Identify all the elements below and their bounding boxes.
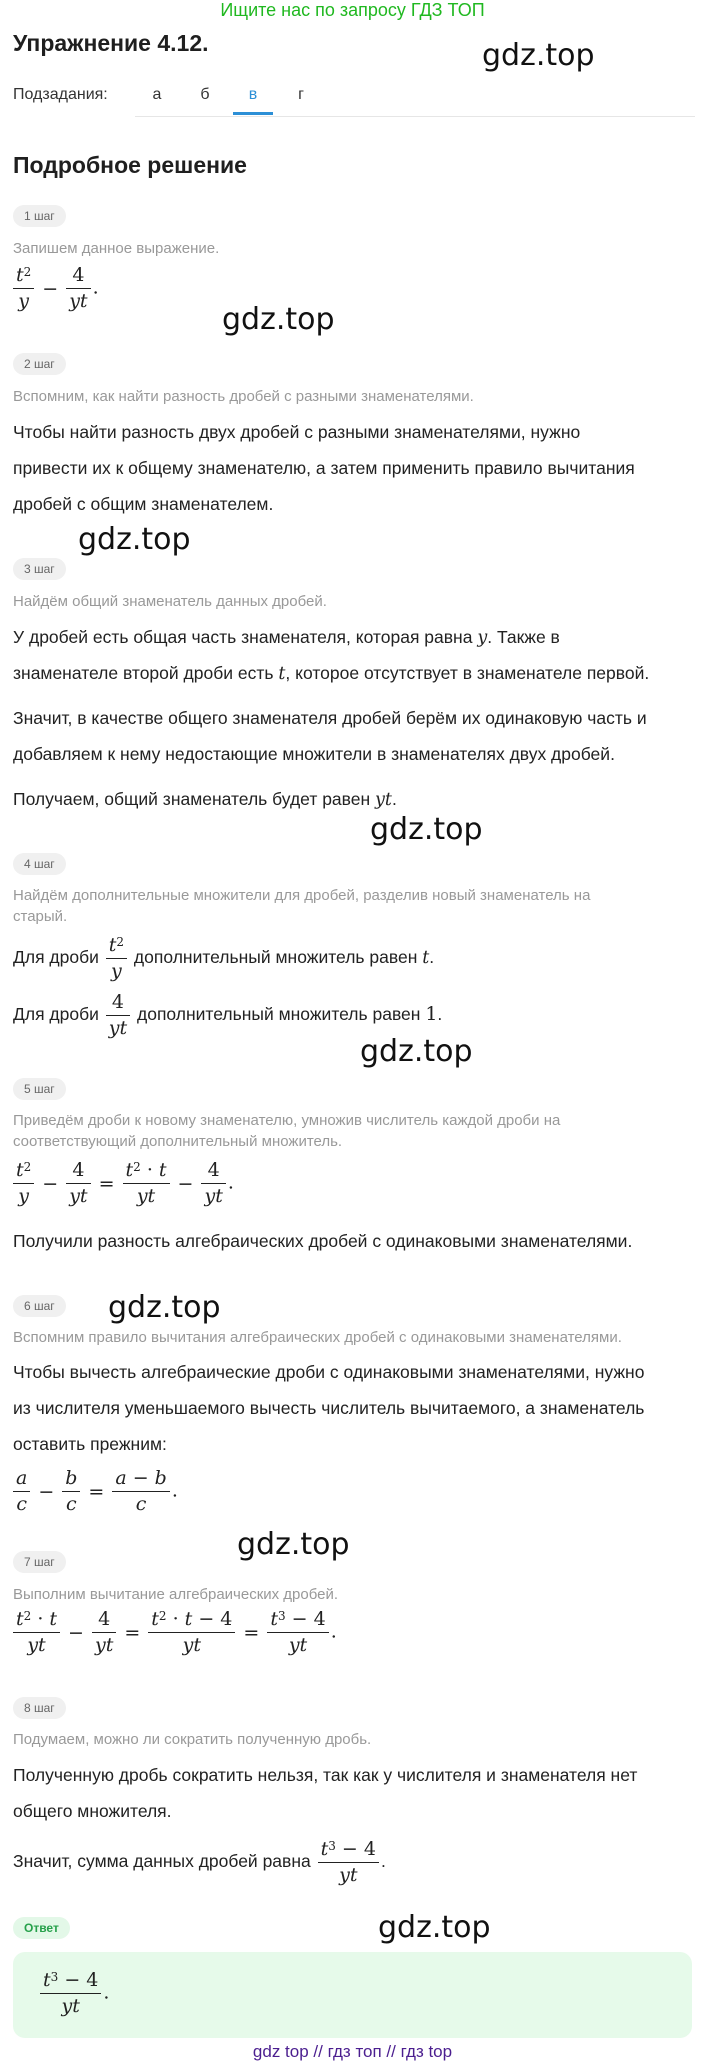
tab-v[interactable]: в: [233, 74, 273, 115]
step-hint: Приведём дроби к новому знаменателю, умножив числитель каждой дроби на: [13, 1112, 561, 1129]
text: дополнительный множитель равен: [133, 947, 418, 968]
paragraph: Значит, в качестве общего знаменателя дробей берём их одинаковую часть и: [13, 708, 647, 728]
step-hint: Выполним вычитание алгебраических дробей.: [13, 1586, 339, 1603]
text: дополнительный множитель равен: [137, 1004, 421, 1025]
step-hint: соответствующий дополнительный множитель.: [13, 1133, 343, 1150]
paragraph: Для дроби $\frac{4}{yt}$ дополнительный множитель равен 1.: [13, 991, 443, 1039]
expression: $\frac{a}{c}$ − $\frac{b}{c}$ = $\frac{a - b}{c}$ .: [11, 1466, 178, 1517]
text: Для дроби: [13, 1004, 99, 1025]
paragraph: оставить прежним:: [13, 1434, 167, 1454]
value: 1: [425, 1003, 438, 1026]
text: знаменателе второй дроби есть: [13, 663, 274, 683]
text: Значит, сумма данных дробей равна: [13, 1851, 311, 1872]
top-banner: Ищите нас по запросу ГДЗ ТОП: [220, 0, 485, 20]
answer-box: [13, 1952, 692, 2038]
expression: $\frac{t^2}{y}$ − $\frac{4}{yt}$ .: [11, 263, 99, 314]
step-badge: 7 шаг: [13, 1551, 66, 1573]
text: Получаем, общий знаменатель будет равен: [13, 789, 371, 809]
tab-b[interactable]: б: [200, 86, 210, 103]
paragraph: общего множителя.: [13, 1801, 172, 1821]
paragraph: Полученную дробь сократить нельзя, так как у числителя и знаменателя нет: [13, 1765, 638, 1785]
step-hint: Запишем данное выражение.: [13, 240, 220, 257]
step-badge: 6 шаг: [13, 1295, 66, 1317]
step-hint: Вспомним правило вычитания алгебраических дробей с одинаковыми знаменателями.: [13, 1329, 622, 1346]
step-badge: 5 шаг: [13, 1078, 66, 1100]
subtasks-tabs: [135, 74, 695, 117]
step-hint: Подумаем, можно ли сократить полученную дробь.: [13, 1731, 372, 1748]
section-title: Подробное решение: [13, 152, 247, 178]
expression: $\frac{t^2}{y}$ − $\frac{4}{yt}$ = $\frac{t^2 \cdot t}{yt}$ − $\frac{4}{yt}$ .: [11, 1158, 234, 1209]
text: У дробей есть общая часть знаменателя, которая равна: [13, 627, 473, 647]
step-hint: Найдём дополнительные множители для дробей, разделив новый знаменатель на: [13, 887, 591, 904]
paragraph: У дробей есть общая часть знаменателя, которая равна y. Также в: [13, 627, 560, 648]
step-badge: 3 шаг: [13, 558, 66, 580]
watermark: gdz.top: [360, 1034, 473, 1069]
watermark: gdz.top: [222, 302, 335, 337]
step-hint: Найдём общий знаменатель данных дробей.: [13, 593, 327, 610]
paragraph: Получили разность алгебраических дробей с одинаковыми знаменателями.: [13, 1231, 633, 1251]
exercise-title: Упражнение 4.12.: [13, 30, 209, 56]
expression: $\frac{t^2 \cdot t}{yt}$ − $\frac{4}{yt}$ = $\frac{t^2 \cdot t - 4}{yt}$ = $\frac{t^3 - 4}{yt}$ .: [11, 1607, 337, 1658]
watermark: gdz.top: [482, 38, 595, 73]
step-badge: 4 шаг: [13, 853, 66, 875]
step-badge: 8 шаг: [13, 1697, 66, 1719]
step-hint: Вспомним, как найти разность дробей с разными знаменателями.: [13, 388, 474, 405]
paragraph: знаменателе второй дроби есть t, которое отсутствует в знаменателе первой.: [13, 663, 650, 684]
subtasks-label: Подзадания:: [13, 86, 108, 103]
step-hint: старый.: [13, 908, 68, 925]
step-badge: 2 шаг: [13, 353, 66, 375]
text: , которое отсутствует в знаменателе первой.: [285, 663, 650, 683]
footer: gdz top // гдз топ // гдз top: [252, 2042, 453, 2061]
watermark: gdz.top: [237, 1527, 350, 1562]
paragraph: из числителя уменьшаемого вычесть числитель вычитаемого, а знаменатель: [13, 1398, 645, 1418]
paragraph: Для дроби $\frac{t^2}{y}$ дополнительный множитель равен t.: [13, 934, 435, 982]
tab-g[interactable]: г: [298, 86, 304, 103]
step-badge: 1 шаг: [13, 205, 66, 227]
watermark: gdz.top: [378, 1910, 491, 1945]
watermark: gdz.top: [78, 522, 191, 557]
paragraph: дробей с общим знаменателем.: [13, 494, 274, 514]
answer-expression: $\frac{t^3 - 4}{yt}$ .: [38, 1968, 109, 2019]
paragraph: привести их к общему знаменателю, а затем применить правило вычитания: [13, 458, 635, 478]
paragraph: Чтобы найти разность двух дробей с разными знаменателями, нужно: [13, 422, 581, 442]
paragraph: Чтобы вычесть алгебраические дроби с одинаковыми знаменателями, нужно: [13, 1362, 645, 1382]
watermark: gdz.top: [370, 812, 483, 847]
tab-a[interactable]: а: [152, 86, 162, 103]
paragraph: добавляем к нему недостающие множители в знаменателях двух дробей.: [13, 744, 615, 764]
text: Для дроби: [13, 947, 99, 968]
watermark: gdz.top: [108, 1290, 221, 1325]
paragraph: Получаем, общий знаменатель будет равен yt.: [13, 789, 397, 810]
paragraph: Значит, сумма данных дробей равна $\frac{t^3 - 4}{yt}$ .: [13, 1838, 386, 1886]
text: . Также в: [487, 627, 560, 647]
answer-badge: Ответ: [13, 1917, 70, 1939]
